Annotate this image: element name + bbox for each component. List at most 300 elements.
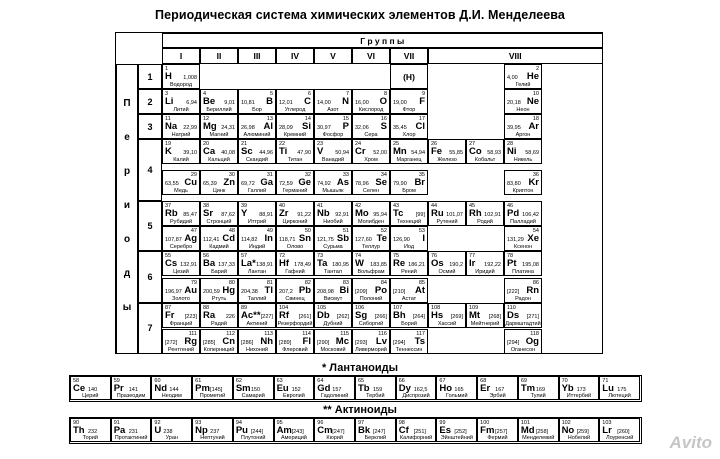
element-cell (504, 278, 542, 303)
element-symbol: Ru (431, 208, 444, 219)
atomic-mass: 63,55 (165, 181, 179, 187)
atomic-mass: 4,00 (507, 75, 518, 81)
element-name: Никель (513, 156, 533, 163)
atomic-number: 55 (165, 253, 172, 259)
element-name: Хассий (437, 320, 457, 327)
element-symbol: Lv (375, 336, 387, 347)
atomic-mass: 24,31 (221, 125, 235, 131)
atomic-mass: 39,95 (507, 125, 521, 131)
element-symbol: Ga (260, 177, 273, 188)
element-name: Самарий (241, 392, 265, 399)
element-name: Фосфор (322, 131, 344, 138)
atomic-number: 12 (203, 116, 210, 122)
atomic-mass: 140 (88, 387, 98, 393)
atomic-mass: 79,90 (393, 181, 407, 187)
atomic-mass: 92,91 (335, 212, 349, 218)
element-symbol: Ta (317, 258, 328, 269)
periods-header: П е р и о д ы (116, 64, 138, 354)
atomic-number: 118 (530, 331, 539, 337)
element-symbol: Bk (358, 425, 371, 436)
element-symbol: Se (375, 177, 387, 188)
group-label-I: I (162, 48, 200, 64)
atomic-mass: 107,87 (165, 237, 182, 243)
atomic-mass: 47,90 (297, 150, 311, 156)
element-symbol: Sg (355, 310, 368, 321)
atomic-mass: [266] (374, 314, 387, 320)
group-label-VII: VII (390, 48, 428, 64)
atomic-mass: 231 (128, 429, 138, 435)
element-name: Менделевий (522, 434, 555, 441)
atomic-number: 85 (418, 280, 425, 286)
element-cell (477, 376, 518, 400)
element-cell (390, 139, 428, 164)
element-cell (352, 114, 390, 139)
element-name: Водород (169, 81, 193, 88)
atomic-mass: 14,00 (317, 100, 331, 106)
actinides-row (69, 417, 642, 444)
atomic-mass: 9,01 (224, 100, 235, 106)
element-symbol: La* (241, 258, 256, 269)
element-name: Сера (364, 131, 378, 138)
element-cell (274, 418, 315, 442)
element-name: Лантан (247, 268, 267, 275)
element-symbol: Fm (480, 425, 495, 436)
atomic-mass: [260] (617, 429, 630, 435)
atomic-number: 57 (241, 253, 248, 259)
element-cell (314, 89, 352, 114)
atomic-mass: 65,39 (203, 181, 217, 187)
element-cell (352, 89, 390, 114)
atomic-number: 43 (393, 203, 400, 209)
element-cell (200, 114, 238, 139)
element-symbol: Ti (279, 146, 288, 157)
element-symbol: Ne (526, 96, 539, 107)
element-symbol: Ca (203, 146, 216, 157)
element-symbol: U (154, 425, 162, 436)
element-name: Цинк (212, 187, 226, 194)
element-name: Галлий (247, 187, 267, 194)
element-name: Протактиний (114, 434, 148, 441)
watermark: Avito (669, 433, 712, 452)
element-cell (200, 303, 238, 328)
element-name: Селен (362, 187, 380, 194)
atomic-mass: 208,98 (317, 289, 334, 295)
period-label-3: 3 (138, 114, 162, 139)
element-symbol: Dy (398, 383, 411, 394)
actinides-title: ** Актиноиды (323, 404, 397, 416)
atomic-mass: [209] (355, 289, 368, 295)
atomic-number: 82 (304, 280, 311, 286)
element-symbol: O (379, 96, 387, 107)
atomic-number: 73 (317, 253, 324, 259)
element-name: Родий (477, 218, 493, 225)
element-symbol: Th (73, 425, 85, 436)
element-name: Золото (172, 295, 190, 302)
element-cell (390, 226, 428, 251)
element-cell (200, 278, 238, 303)
atomic-mass: 28,09 (279, 125, 293, 131)
atomic-number: 47 (190, 228, 197, 234)
element-name: Ванадий (321, 156, 345, 163)
element-cell (162, 278, 200, 303)
atomic-number: 108 (431, 305, 441, 311)
element-cell (314, 418, 355, 442)
atomic-mass: 126,90 (393, 237, 410, 243)
atomic-mass: 118,71 (279, 237, 296, 243)
atomic-mass: [268] (488, 314, 501, 320)
atomic-number: 5 (269, 91, 273, 97)
element-cell (238, 170, 276, 195)
element-cell (162, 303, 200, 328)
element-cell (396, 376, 437, 400)
atomic-mass: 162,5 (413, 387, 428, 393)
atomic-number: 60 (154, 378, 161, 384)
atomic-mass: [99] (415, 212, 425, 218)
element-cell (466, 251, 504, 276)
element-cell (504, 251, 542, 276)
element-symbol: Os (431, 258, 444, 269)
atomic-mass: 44,96 (259, 150, 273, 156)
element-symbol: Te (376, 233, 387, 244)
period-label-1: 1 (138, 64, 162, 89)
atomic-mass: [222] (507, 289, 520, 295)
atomic-mass: [289] (279, 340, 292, 346)
atomic-number: 87 (165, 305, 172, 311)
element-name: Рубидий (169, 218, 193, 225)
element-name: Цезий (173, 268, 189, 275)
element-cell (390, 170, 428, 195)
element-cell (355, 418, 396, 442)
atomic-mass: 152 (291, 387, 301, 393)
atomic-mass: 22,99 (183, 125, 197, 131)
element-cell (314, 278, 352, 303)
element-name: Фермий (487, 434, 508, 441)
atomic-mass: 102,91 (484, 212, 501, 218)
element-symbol: Sr (203, 208, 214, 219)
atomic-number: 27 (469, 141, 476, 147)
element-cell (276, 170, 314, 195)
element-cell (390, 114, 428, 139)
element-name: Плутоний (240, 434, 266, 441)
atomic-mass: 186,21 (408, 262, 425, 268)
element-symbol: Lr (602, 425, 612, 436)
element-cell (200, 139, 238, 164)
atomic-number: 31 (266, 172, 273, 178)
element-cell (70, 418, 111, 442)
atomic-mass: [247] (332, 429, 345, 435)
element-name: Гелий (515, 81, 531, 88)
element-name: Сурьма (323, 243, 343, 250)
atomic-number: 10 (532, 91, 539, 97)
element-cell (233, 376, 274, 400)
element-cell (504, 226, 542, 251)
element-cell (276, 201, 314, 226)
atomic-mass: 132,91 (180, 262, 197, 268)
atomic-mass: 131,29 (507, 237, 524, 243)
atomic-mass: [145] (210, 387, 223, 393)
element-symbol: Hs (431, 310, 444, 321)
atomic-number: 110 (507, 305, 516, 311)
element-name: Уран (165, 434, 178, 441)
atomic-number: 68 (480, 378, 487, 384)
element-symbol: Ds (507, 310, 520, 321)
atomic-mass: 226 (225, 314, 235, 320)
element-name: Радон (515, 295, 531, 302)
element-cell (192, 418, 233, 442)
element-cell (504, 170, 542, 195)
atomic-mass: 69,72 (241, 181, 255, 187)
periodic-table (115, 32, 603, 354)
element-cell (436, 418, 477, 442)
element-name: Оганесон (510, 346, 536, 353)
atomic-number: 104 (279, 305, 289, 311)
atomic-mass: 121,75 (317, 237, 334, 243)
element-cell (162, 251, 200, 276)
element-symbol: Al (263, 121, 273, 132)
element-cell (314, 201, 352, 226)
element-cell (162, 114, 200, 139)
element-cell (559, 418, 600, 442)
element-name: Нобелий (567, 434, 591, 441)
element-name: Лютеций (608, 392, 631, 399)
atomic-number: 34 (380, 172, 387, 178)
element-symbol: Na (165, 121, 178, 132)
element-symbol: Fr (165, 310, 175, 321)
element-symbol: Rn (526, 285, 539, 296)
element-cell (314, 329, 352, 354)
element-symbol: Kr (528, 177, 539, 188)
atomic-number: 8 (383, 91, 387, 97)
element-cell (428, 139, 466, 164)
element-symbol: Sm (235, 383, 251, 394)
atomic-number: 101 (520, 420, 531, 426)
atomic-number: 25 (393, 141, 400, 147)
element-cell (352, 139, 390, 164)
element-name: Астат (401, 295, 417, 302)
element-symbol: Ra (203, 310, 216, 321)
element-cell (504, 114, 542, 139)
atomic-number: 69 (520, 378, 527, 384)
element-name: Цирконий (282, 218, 308, 225)
atomic-mass: 1,008 (183, 75, 197, 81)
atomic-mass: 95,94 (373, 212, 387, 218)
atomic-mass: 55,85 (449, 150, 463, 156)
atomic-number: 116 (378, 331, 387, 337)
element-symbol: W (355, 258, 364, 269)
atomic-mass: 39,10 (183, 150, 197, 156)
element-symbol: Mn (393, 146, 407, 157)
element-name: Натрий (171, 131, 191, 138)
element-symbol: Li (165, 96, 174, 107)
atomic-number: 109 (469, 305, 479, 311)
element-cell (352, 226, 390, 251)
element-symbol: Ce (73, 383, 86, 394)
element-name: Бор (252, 106, 262, 113)
atomic-mass: 238 (163, 429, 173, 435)
element-name: Сиборгий (358, 320, 384, 327)
element-symbol: Md (520, 425, 535, 436)
element-cell (428, 251, 466, 276)
atomic-number: 78 (507, 253, 514, 259)
element-symbol: Hg (222, 285, 235, 296)
atomic-mass: 196,97 (165, 289, 182, 295)
element-name: Америций (280, 434, 307, 441)
element-cell (238, 139, 276, 164)
element-cell (233, 418, 274, 442)
lanthanides-title: * Лантаноиды (321, 362, 399, 374)
element-name: Нихоний (246, 346, 268, 353)
element-name: Лоуренсий (605, 434, 634, 441)
atomic-number: 44 (431, 203, 438, 209)
element-symbol: Ni (507, 146, 517, 157)
element-symbol: Hf (279, 258, 290, 269)
atomic-number: 81 (266, 280, 273, 286)
atomic-mass: [247] (373, 429, 386, 435)
element-symbol: F (419, 96, 425, 107)
atomic-mass: 204,38 (241, 289, 258, 295)
atomic-mass: 78,96 (355, 181, 369, 187)
atomic-number: 3 (165, 91, 169, 97)
period-label-4: 4 (138, 139, 162, 201)
element-name: Коперниций (203, 346, 235, 353)
atomic-number: 29 (190, 172, 197, 178)
element-cell (314, 303, 352, 328)
atomic-mass: [269] (450, 314, 463, 320)
element-cell (238, 89, 276, 114)
element-cell (504, 139, 542, 164)
atomic-mass: [264] (412, 314, 425, 320)
element-cell (352, 170, 390, 195)
element-name: Стронций (206, 218, 232, 225)
atomic-mass: [244] (250, 429, 264, 435)
atomic-number: 80 (228, 280, 235, 286)
element-name: Платина (512, 268, 534, 275)
element-cell (111, 376, 152, 400)
element-name: Тербий (366, 392, 385, 399)
element-symbol: Eu (276, 383, 289, 394)
element-name: Серебро (169, 243, 193, 250)
atomic-number: 21 (241, 141, 248, 147)
element-cell (162, 329, 200, 354)
element-cell (162, 89, 200, 114)
element-cell (314, 226, 352, 251)
atomic-mass: 32,06 (355, 125, 369, 131)
atomic-number: 76 (431, 253, 438, 259)
atomic-mass: 159 (373, 387, 383, 393)
atomic-number: 37 (165, 203, 172, 209)
element-cell (599, 418, 640, 442)
element-cell (352, 201, 390, 226)
element-symbol: Cl (415, 121, 425, 132)
element-name: Ртуть (211, 295, 227, 302)
element-cell (314, 251, 352, 276)
element-cell (276, 278, 314, 303)
atomic-number: 86 (532, 280, 539, 286)
element-name: Нептуний (200, 434, 225, 441)
element-symbol: Tb (358, 383, 370, 394)
atomic-mass: [261] (298, 314, 311, 320)
element-symbol: Mg (203, 121, 217, 132)
atomic-number: 4 (203, 91, 207, 97)
lanthanides-row (69, 375, 642, 402)
element-symbol: Be (203, 96, 216, 107)
element-symbol: Gd (317, 383, 331, 394)
atomic-mass: 165 (454, 387, 464, 393)
atomic-mass: 127,60 (355, 237, 372, 243)
atomic-mass: [243] (291, 429, 304, 435)
group-label-VIII: VIII (428, 48, 603, 64)
element-cell (238, 303, 276, 328)
element-symbol: Si (302, 121, 311, 132)
element-symbol: Zn (223, 177, 235, 188)
element-symbol: At (414, 285, 425, 296)
atomic-number: 105 (317, 305, 327, 311)
element-name: Кюрий (326, 434, 343, 441)
element-cell (518, 418, 559, 442)
element-name: Калий (173, 156, 189, 163)
element-name: Эйнштейний (440, 434, 473, 441)
element-cell (192, 376, 233, 400)
element-symbol: Tl (264, 285, 273, 296)
atomic-number: 58 (73, 378, 80, 384)
element-cell (352, 329, 390, 354)
atomic-number: 41 (317, 203, 324, 209)
element-name: Гадолиний (320, 392, 349, 399)
element-cell (200, 251, 238, 276)
element-symbol: Au (184, 285, 197, 296)
element-symbol: Ho (439, 383, 453, 394)
atomic-number: 67 (439, 378, 446, 384)
atomic-number: 89 (241, 305, 248, 311)
element-name: Титан (287, 156, 303, 163)
hydrogen-vii-label: (H) (403, 71, 415, 82)
atomic-mass: 30,97 (317, 125, 331, 131)
element-symbol: Rf (279, 310, 290, 321)
element-name: Дубний (323, 320, 343, 327)
atomic-mass: [210] (393, 289, 406, 295)
element-symbol: Nb (317, 208, 330, 219)
element-cell (314, 114, 352, 139)
atomic-mass: 6,94 (186, 100, 197, 106)
element-name: Висмут (323, 295, 343, 302)
element-cell (466, 303, 504, 328)
atomic-mass: 50,94 (335, 150, 349, 156)
element-symbol: Rb (165, 208, 178, 219)
atomic-number: 83 (342, 280, 349, 286)
element-name: Хром (364, 156, 378, 163)
element-name: Алюминий (243, 131, 271, 138)
element-symbol: Db (317, 310, 330, 321)
element-name: Марганец (396, 156, 422, 163)
atomic-mass: 144 (169, 387, 179, 393)
atomic-mass: 88,91 (259, 212, 273, 218)
atomic-number: 53 (418, 228, 425, 234)
element-name: Флеровий (282, 346, 308, 353)
element-symbol: Cd (222, 233, 235, 244)
element-cell (390, 329, 428, 354)
element-symbol: Cs (165, 258, 178, 269)
element-cell (436, 376, 477, 400)
element-symbol: Bh (393, 310, 406, 321)
atomic-mass: 12,01 (279, 100, 293, 106)
element-cell (428, 303, 466, 328)
atomic-number: 2 (535, 66, 539, 72)
atomic-mass: 112,41 (203, 237, 220, 243)
element-name: Барий (211, 268, 227, 275)
element-symbol: Ar (528, 121, 539, 132)
element-name: Азот (327, 106, 339, 113)
element-name: Дармштадтий (505, 320, 541, 327)
